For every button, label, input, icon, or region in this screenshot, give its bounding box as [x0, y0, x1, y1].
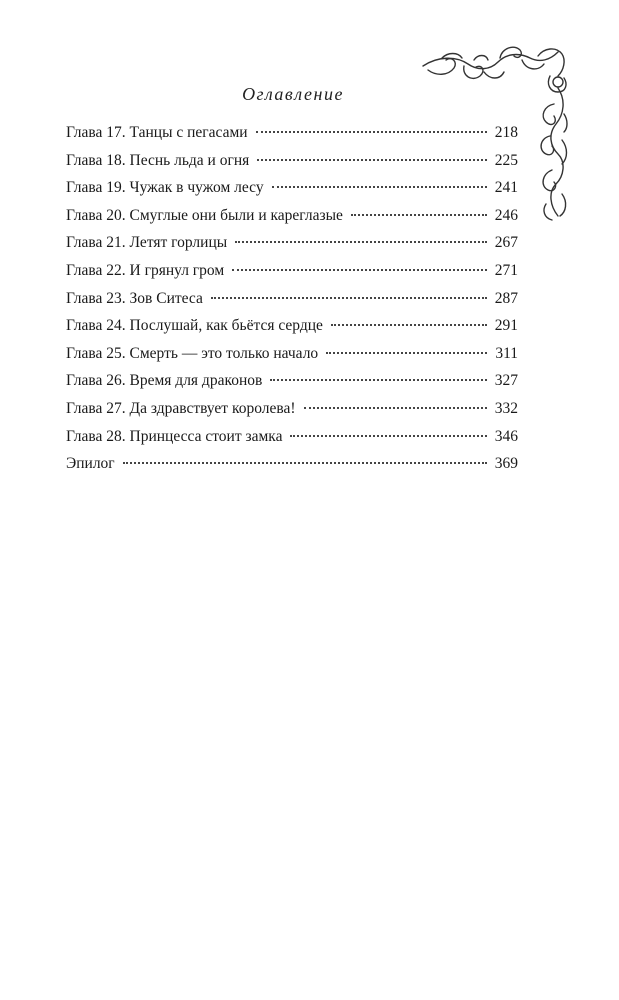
dot-leader	[256, 130, 487, 133]
toc-entry-title: Глава 20. Смуглые они были и кареглазые	[66, 206, 343, 224]
toc-list	[66, 119, 518, 478]
toc-entry	[66, 147, 518, 175]
dot-leader	[331, 323, 487, 326]
toc-entry	[66, 395, 518, 423]
toc-entry-page-number: 287	[494, 289, 518, 307]
toc-entry-title: Глава 27. Да здравствует королева!	[66, 399, 296, 417]
toc-entry	[66, 119, 518, 147]
dot-leader	[272, 185, 487, 188]
toc-entry-title: Глава 25. Смерть — это только начало	[66, 344, 319, 362]
toc-entry-page-number: 291	[494, 317, 518, 335]
toc-entry-page-number: 225	[494, 151, 518, 169]
toc-entry-title: Глава 21. Летят горлицы	[66, 234, 228, 252]
toc-entry-title: Глава 19. Чужак в чужом лесу	[66, 179, 264, 197]
toc-entry	[66, 285, 518, 313]
toc-entry-page-number: 369	[494, 455, 518, 473]
toc-entry	[66, 202, 518, 230]
toc-title: Оглавление	[242, 84, 344, 104]
toc-entry-page-number: 346	[494, 427, 518, 445]
toc-entry-page-number: 327	[494, 372, 518, 390]
toc-entry	[66, 174, 518, 202]
dot-leader	[290, 434, 486, 437]
dot-leader	[211, 296, 487, 299]
toc-entry-page-number: 241	[494, 179, 518, 197]
toc-entry	[66, 450, 518, 478]
dot-leader	[235, 240, 487, 243]
toc-entry	[66, 367, 518, 395]
dot-leader	[304, 406, 487, 409]
toc-entry-page-number: 311	[495, 344, 518, 362]
toc-entry	[66, 340, 518, 368]
toc-entry-title: Глава 28. Принцесса стоит замка	[66, 427, 283, 445]
toc-entry	[66, 257, 518, 285]
toc-entry	[66, 312, 518, 340]
toc-entry-title: Глава 18. Песнь льда и огня	[66, 151, 250, 169]
dot-leader	[257, 158, 486, 161]
dot-leader	[351, 213, 487, 216]
toc-entry	[66, 229, 518, 257]
dot-leader	[123, 461, 487, 464]
toc-entry-page-number: 218	[494, 124, 518, 141]
toc-entry-title: Глава 24. Послушай, как бьётся сердце	[66, 317, 323, 335]
toc-entry-page-number: 332	[494, 399, 518, 417]
toc-entry-title: Глава 17. Танцы с пегасами	[66, 124, 248, 141]
toc-entry-page-number: 271	[494, 261, 518, 279]
toc-entry-title: Глава 22. И грянул гром	[66, 261, 225, 279]
toc-entry-page-number: 246	[494, 206, 518, 224]
toc-entry	[66, 423, 518, 451]
toc-entry-page-number: 267	[494, 234, 518, 252]
toc-entry-title: Глава 23. Зов Ситеса	[66, 289, 203, 307]
dot-leader	[326, 351, 487, 354]
dot-leader	[232, 268, 487, 271]
dot-leader	[270, 378, 486, 381]
toc-entry-title: Эпилог	[66, 455, 115, 473]
toc-entry-title: Глава 26. Время для драконов	[66, 372, 263, 390]
